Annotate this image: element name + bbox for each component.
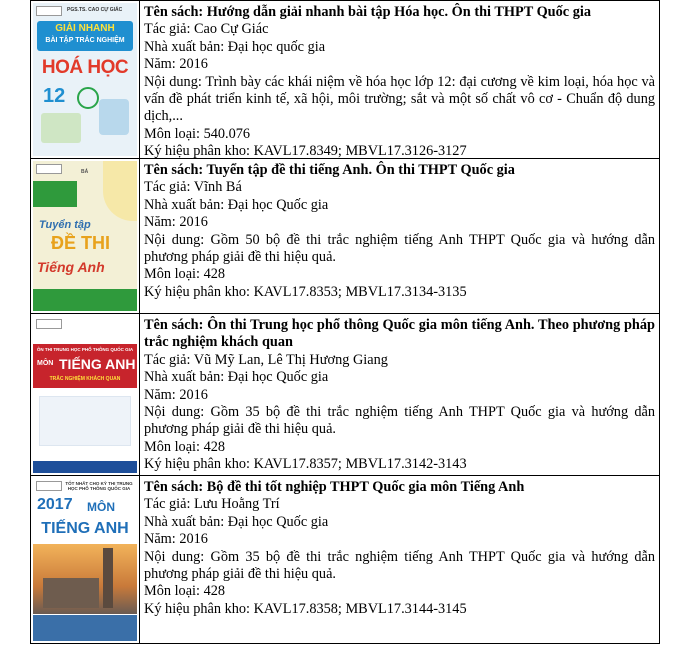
book-publisher: Nhà xuất bản: Đại học quốc gia [144, 38, 326, 55]
book-publisher: Nhà xuất bản: Đại học Quốc gia [144, 513, 329, 530]
cover-main-title: TIẾNG ANH [59, 356, 136, 372]
book-row [30, 158, 660, 313]
book-shelf-code: Ký hiệu phân kho: KAVL17.8357; MBVL17.3142-3143 [144, 456, 467, 473]
book-content: Nội dung: Gồm 50 bộ đề thi trắc nghiệm tiếng Anh THPT Quốc gia và hướng dẫn phương pháp giải đề thi hiệu quả. [144, 231, 655, 266]
book-title: Tên sách: Ôn thi Trung học phổ thông Quốc gia môn tiếng Anh. Theo phương pháp trắc nghiệm khách quan [144, 317, 655, 351]
cover-series: ÔN THI TRUNG HỌC PHỔ THÔNG QUỐC GIA [36, 347, 134, 352]
book-row [30, 0, 660, 158]
book-cover-cell [31, 476, 140, 643]
book-author: Tác giả: Lưu Hoằng Trí [144, 496, 280, 513]
book-publisher: Nhà xuất bản: Đại học Quốc gia [144, 369, 329, 386]
book-category: Môn loại: 428 [144, 438, 226, 455]
cover-author: BÁ [81, 169, 89, 175]
book-cover-cell [31, 314, 140, 475]
book-category: Môn loại: 428 [144, 266, 226, 283]
book-author: Tác giả: Cao Cự Giác [144, 21, 269, 38]
cover-line1: MÔN [37, 360, 54, 367]
book-category: Môn loại: 540.076 [144, 125, 251, 142]
cover-line1: Tuyển tập [39, 219, 91, 231]
book-shelf-code: Ký hiệu phân kho: KAVL17.8358; MBVL17.3144-3145 [144, 600, 467, 617]
book-content: Nội dung: Gồm 35 bộ đề thi trắc nghiệm tiếng Anh THPT Quốc gia và hướng dẫn phương pháp giải đề thi hiệu quả. [144, 404, 655, 438]
book-catalog [30, 0, 660, 653]
cover-grade: 12 [43, 85, 66, 107]
book-cover-cell [31, 1, 140, 158]
book-year: Năm: 2016 [144, 214, 208, 231]
book-info [140, 314, 659, 475]
book-cover-cell [31, 159, 140, 313]
cover-author: PGS.TS. CAO CỰ GIÁC [67, 7, 123, 13]
cover-series: TỐT NHẤT CHO KỲ THI TRUNG HỌC PHỔ THÔNG QUỐC GIA [65, 481, 133, 491]
book-year: Năm: 2016 [144, 531, 208, 548]
library-label [36, 164, 62, 174]
book-title: Tên sách: Bộ đề thi tốt nghiệp THPT Quốc gia môn Tiếng Anh [144, 479, 525, 495]
cover-line2: TRẮC NGHIỆM KHÁCH QUAN [49, 376, 121, 382]
book-cover-image [33, 478, 137, 641]
book-title: Tên sách: Tuyển tập đề thi tiếng Anh. Ôn thi THPT Quốc gia [144, 162, 515, 178]
book-info [140, 159, 659, 313]
cover-line2: BÀI TẬP TRẮC NGHIỆM [45, 37, 125, 44]
book-publisher: Nhà xuất bản: Đại học Quốc gia [144, 196, 329, 213]
cover-line1: GIẢI NHANH [55, 23, 115, 34]
book-shelf-code: Ký hiệu phân kho: KAVL17.8353; MBVL17.3134-3135 [144, 283, 467, 300]
library-label [36, 6, 62, 16]
book-year: Năm: 2016 [144, 56, 208, 73]
book-info [140, 1, 659, 158]
book-cover-image [33, 161, 137, 311]
book-row [30, 313, 660, 475]
book-author: Tác giả: Vũ Mỹ Lan, Lê Thị Hương Giang [144, 351, 388, 368]
book-content: Nội dung: Gồm 35 bộ đề thi trắc nghiệm tiếng Anh THPT Quốc gia và hướng dẫn phương pháp giải đề thi hiệu quả. [144, 548, 655, 583]
book-author: Tác giả: Vĩnh Bá [144, 179, 242, 196]
book-info [140, 476, 659, 643]
book-cover-image [33, 3, 137, 156]
cover-main-title: ĐỀ THI [51, 233, 111, 253]
book-shelf-code: Ký hiệu phân kho: KAVL17.8349; MBVL17.3126-3127 [144, 143, 467, 160]
cover-main-title: HOÁ HỌC [41, 57, 129, 78]
book-row [30, 475, 660, 644]
book-content: Nội dung: Trình bày các khái niệm về hóa học lớp 12: đại cương về kim loại, hóa học và vấn đề phát triển kinh tế, xã hội, môi trường; sắt và một số chất vô cơ - Chuẩn độ dung dịch,... [144, 73, 655, 125]
cover-year: 2017 [37, 496, 73, 513]
book-title: Tên sách: Hướng dẫn giải nhanh bài tập Hóa học. Ôn thi THPT Quốc gia [144, 4, 591, 20]
library-label [36, 481, 62, 491]
book-year: Năm: 2016 [144, 386, 208, 403]
book-cover-image [33, 316, 137, 473]
book-category: Môn loại: 428 [144, 583, 226, 600]
cover-main-title: TIẾNG ANH [41, 520, 129, 537]
cover-line2: MÔN [87, 500, 115, 514]
library-label [36, 319, 62, 329]
cover-line2: Tiếng Anh [37, 259, 105, 275]
